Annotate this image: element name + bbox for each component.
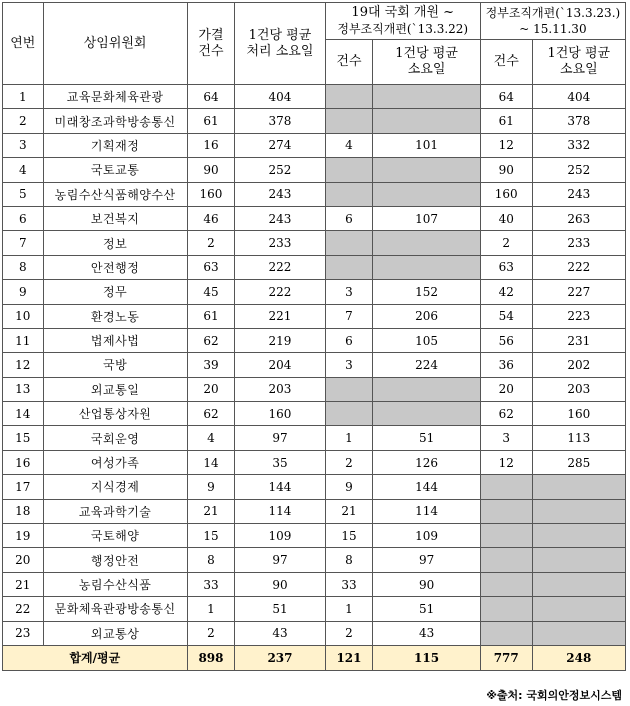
cell-p1-count: 33 [325, 572, 373, 596]
cell-p2-avg: 203 [532, 377, 625, 401]
table-row [3, 524, 626, 548]
table-row [3, 499, 626, 523]
cell-p1-count [325, 182, 373, 206]
cell-avg: 243 [235, 182, 325, 206]
total-row [3, 645, 626, 670]
cell-p1-avg [373, 182, 481, 206]
cell-p1-avg: 101 [373, 133, 481, 157]
table-row [3, 280, 626, 304]
cell-avg: 43 [235, 621, 325, 645]
header-bills-line1: 가결 [198, 27, 224, 43]
cell-p1-avg: 90 [373, 572, 481, 596]
cell-p2-avg [532, 475, 625, 499]
cell-p2-count: 3 [480, 426, 532, 450]
cell-count: 2 [187, 231, 235, 255]
cell-count: 90 [187, 158, 235, 182]
table-row [3, 548, 626, 572]
cell-no: 16 [3, 450, 44, 474]
cell-p2-count [480, 621, 532, 645]
committee-bill-table [2, 2, 626, 671]
header-period1-avg [373, 40, 481, 85]
cell-count: 1 [187, 597, 235, 621]
cell-avg: 404 [235, 85, 325, 109]
cell-p2-count: 63 [480, 255, 532, 279]
total-count: 898 [187, 645, 235, 670]
cell-p2-avg: 263 [532, 206, 625, 230]
cell-no: 10 [3, 304, 44, 328]
header-committee: 상임위원회 [43, 3, 187, 85]
cell-avg: 221 [235, 304, 325, 328]
cell-committee: 교육과학기술 [43, 499, 187, 523]
cell-no: 15 [3, 426, 44, 450]
cell-committee: 국방 [43, 353, 187, 377]
cell-no: 13 [3, 377, 44, 401]
cell-avg: 219 [235, 328, 325, 352]
cell-no: 3 [3, 133, 44, 157]
cell-p1-avg: 105 [373, 328, 481, 352]
header-period1-line1: 19대 국회 개원 ~ [351, 5, 455, 20]
header-period2-line1: 정부조직개편(`13.3.23.) [485, 6, 621, 20]
cell-avg: 109 [235, 524, 325, 548]
cell-count: 160 [187, 182, 235, 206]
cell-no: 23 [3, 621, 44, 645]
cell-no: 21 [3, 572, 44, 596]
cell-p2-avg [532, 524, 625, 548]
cell-p1-avg [373, 85, 481, 109]
cell-p2-count [480, 475, 532, 499]
cell-p1-avg: 43 [373, 621, 481, 645]
header-period2 [480, 3, 625, 40]
table-row [3, 450, 626, 474]
cell-p1-avg: 51 [373, 426, 481, 450]
cell-count: 46 [187, 206, 235, 230]
header-period2-count: 건수 [480, 40, 532, 85]
cell-p1-count [325, 255, 373, 279]
cell-no: 22 [3, 597, 44, 621]
header-avg-line1: 1건당 평균 [248, 27, 312, 43]
cell-p2-avg [532, 621, 625, 645]
table-row [3, 475, 626, 499]
cell-count: 8 [187, 548, 235, 572]
cell-p1-count: 3 [325, 280, 373, 304]
cell-p1-count: 15 [325, 524, 373, 548]
cell-p2-count: 62 [480, 402, 532, 426]
table-row [3, 304, 626, 328]
cell-p2-avg: 231 [532, 328, 625, 352]
cell-avg: 97 [235, 548, 325, 572]
cell-no: 12 [3, 353, 44, 377]
table-row [3, 377, 626, 401]
cell-count: 62 [187, 328, 235, 352]
cell-p1-count: 6 [325, 328, 373, 352]
cell-p1-avg: 144 [373, 475, 481, 499]
cell-p2-count: 61 [480, 109, 532, 133]
cell-count: 14 [187, 450, 235, 474]
table-row [3, 621, 626, 645]
cell-no: 14 [3, 402, 44, 426]
cell-p1-avg: 51 [373, 597, 481, 621]
cell-p2-avg: 223 [532, 304, 625, 328]
table-row [3, 85, 626, 109]
total-p1-avg: 115 [373, 645, 481, 670]
cell-p2-count: 90 [480, 158, 532, 182]
cell-no: 9 [3, 280, 44, 304]
cell-p2-avg: 285 [532, 450, 625, 474]
cell-count: 21 [187, 499, 235, 523]
table-row [3, 353, 626, 377]
cell-p2-avg: 113 [532, 426, 625, 450]
cell-count: 4 [187, 426, 235, 450]
cell-committee: 외교통일 [43, 377, 187, 401]
cell-p1-count [325, 231, 373, 255]
cell-count: 61 [187, 109, 235, 133]
header-no: 연번 [3, 3, 44, 85]
cell-p1-avg: 224 [373, 353, 481, 377]
cell-p1-count: 1 [325, 597, 373, 621]
cell-avg: 90 [235, 572, 325, 596]
table-row [3, 597, 626, 621]
cell-avg: 204 [235, 353, 325, 377]
cell-avg: 274 [235, 133, 325, 157]
cell-committee: 농림수산식품 [43, 572, 187, 596]
cell-committee: 정보 [43, 231, 187, 255]
cell-committee: 기획재정 [43, 133, 187, 157]
total-avg: 237 [235, 645, 325, 670]
source-note: ※출처: 국회의안정보시스템 [486, 689, 622, 702]
cell-avg: 114 [235, 499, 325, 523]
cell-p1-avg [373, 158, 481, 182]
cell-no: 2 [3, 109, 44, 133]
cell-p2-count: 42 [480, 280, 532, 304]
cell-p1-count: 3 [325, 353, 373, 377]
cell-p2-count: 54 [480, 304, 532, 328]
cell-avg: 378 [235, 109, 325, 133]
cell-no: 17 [3, 475, 44, 499]
cell-committee: 외교통상 [43, 621, 187, 645]
cell-p2-avg: 332 [532, 133, 625, 157]
header-bills [187, 3, 235, 85]
cell-p1-count: 21 [325, 499, 373, 523]
cell-p2-avg: 222 [532, 255, 625, 279]
cell-no: 11 [3, 328, 44, 352]
cell-committee: 여성가족 [43, 450, 187, 474]
table-row [3, 182, 626, 206]
cell-p1-avg: 152 [373, 280, 481, 304]
cell-p1-avg [373, 377, 481, 401]
cell-p2-count: 64 [480, 85, 532, 109]
cell-p2-count: 12 [480, 450, 532, 474]
cell-avg: 97 [235, 426, 325, 450]
header-period2-line2: ~ 15.11.30 [519, 22, 587, 36]
cell-avg: 222 [235, 255, 325, 279]
header-period1-line2: 정부조직개편(`13.3.22) [337, 22, 469, 36]
cell-p2-count [480, 597, 532, 621]
header-bills-line2: 건수 [198, 43, 224, 59]
total-p2-avg: 248 [532, 645, 625, 670]
cell-committee: 환경노동 [43, 304, 187, 328]
cell-p2-count [480, 499, 532, 523]
cell-p2-avg [532, 548, 625, 572]
cell-committee: 국회운영 [43, 426, 187, 450]
cell-avg: 203 [235, 377, 325, 401]
cell-no: 4 [3, 158, 44, 182]
cell-count: 39 [187, 353, 235, 377]
cell-p1-avg: 206 [373, 304, 481, 328]
cell-avg: 243 [235, 206, 325, 230]
total-p2-count: 777 [480, 645, 532, 670]
cell-no: 20 [3, 548, 44, 572]
cell-committee: 문화체육관광방송통신 [43, 597, 187, 621]
header-period2-avg [532, 40, 625, 85]
cell-p2-count: 36 [480, 353, 532, 377]
cell-p2-count: 20 [480, 377, 532, 401]
cell-committee: 정무 [43, 280, 187, 304]
table-row [3, 572, 626, 596]
cell-count: 61 [187, 304, 235, 328]
cell-p1-avg [373, 231, 481, 255]
cell-p2-avg: 160 [532, 402, 625, 426]
cell-p1-count: 2 [325, 621, 373, 645]
cell-count: 64 [187, 85, 235, 109]
cell-committee: 법제사법 [43, 328, 187, 352]
cell-p1-avg: 107 [373, 206, 481, 230]
table-row [3, 402, 626, 426]
cell-p2-count [480, 524, 532, 548]
header-period1-avg-line2: 소요일 [407, 62, 446, 77]
cell-p2-avg [532, 572, 625, 596]
cell-p1-count [325, 85, 373, 109]
cell-committee: 안전행정 [43, 255, 187, 279]
cell-count: 9 [187, 475, 235, 499]
cell-no: 18 [3, 499, 44, 523]
cell-count: 16 [187, 133, 235, 157]
table-header [3, 3, 626, 85]
cell-p1-count [325, 109, 373, 133]
cell-p2-avg [532, 499, 625, 523]
cell-no: 19 [3, 524, 44, 548]
cell-p1-count: 2 [325, 450, 373, 474]
cell-p2-count: 160 [480, 182, 532, 206]
table-row [3, 206, 626, 230]
cell-p2-avg: 233 [532, 231, 625, 255]
table-row [3, 158, 626, 182]
table-row [3, 109, 626, 133]
cell-p2-avg: 227 [532, 280, 625, 304]
cell-committee: 국토교통 [43, 158, 187, 182]
cell-committee: 교육문화체육관광 [43, 85, 187, 109]
cell-p1-count: 7 [325, 304, 373, 328]
cell-no: 5 [3, 182, 44, 206]
cell-p1-avg: 114 [373, 499, 481, 523]
cell-no: 8 [3, 255, 44, 279]
cell-committee: 행정안전 [43, 548, 187, 572]
cell-avg: 144 [235, 475, 325, 499]
header-period2-avg-line2: 소요일 [559, 62, 598, 77]
cell-p2-count [480, 548, 532, 572]
cell-p2-avg: 378 [532, 109, 625, 133]
cell-p1-avg: 97 [373, 548, 481, 572]
cell-p1-count [325, 377, 373, 401]
table-row [3, 426, 626, 450]
cell-p1-avg: 126 [373, 450, 481, 474]
cell-p2-count: 40 [480, 206, 532, 230]
header-period2-avg-line1: 1건당 평균 [547, 46, 611, 61]
cell-p1-count: 8 [325, 548, 373, 572]
cell-committee: 보건복지 [43, 206, 187, 230]
cell-p2-avg: 404 [532, 85, 625, 109]
cell-p2-count [480, 572, 532, 596]
table-row [3, 133, 626, 157]
cell-count: 62 [187, 402, 235, 426]
cell-no: 7 [3, 231, 44, 255]
cell-p2-avg [532, 597, 625, 621]
cell-avg: 233 [235, 231, 325, 255]
cell-p2-avg: 202 [532, 353, 625, 377]
cell-count: 20 [187, 377, 235, 401]
cell-p1-count: 4 [325, 133, 373, 157]
cell-no: 6 [3, 206, 44, 230]
cell-p2-count: 12 [480, 133, 532, 157]
cell-count: 33 [187, 572, 235, 596]
cell-committee: 미래창조과학방송통신 [43, 109, 187, 133]
cell-avg: 160 [235, 402, 325, 426]
cell-p1-avg [373, 402, 481, 426]
cell-committee: 국토해양 [43, 524, 187, 548]
cell-p2-avg: 252 [532, 158, 625, 182]
cell-committee: 지식경제 [43, 475, 187, 499]
header-avg-line2: 처리 소요일 [246, 43, 314, 59]
cell-p1-avg [373, 255, 481, 279]
total-p1-count: 121 [325, 645, 373, 670]
cell-avg: 222 [235, 280, 325, 304]
table-row [3, 231, 626, 255]
cell-count: 2 [187, 621, 235, 645]
cell-avg: 252 [235, 158, 325, 182]
cell-p1-count: 1 [325, 426, 373, 450]
header-period1-avg-line1: 1건당 평균 [395, 46, 458, 61]
header-period1-count: 건수 [325, 40, 373, 85]
cell-avg: 35 [235, 450, 325, 474]
cell-p1-count [325, 402, 373, 426]
header-avg-days [235, 3, 325, 85]
cell-p1-count: 6 [325, 206, 373, 230]
cell-p2-count: 56 [480, 328, 532, 352]
cell-p1-avg [373, 109, 481, 133]
cell-count: 15 [187, 524, 235, 548]
table-row [3, 328, 626, 352]
cell-count: 45 [187, 280, 235, 304]
cell-p1-count: 9 [325, 475, 373, 499]
total-label: 합계/평균 [3, 645, 188, 670]
cell-count: 63 [187, 255, 235, 279]
cell-committee: 산업통상자원 [43, 402, 187, 426]
cell-avg: 51 [235, 597, 325, 621]
cell-committee: 농림수산식품해양수산 [43, 182, 187, 206]
cell-no: 1 [3, 85, 44, 109]
table-body [3, 85, 626, 646]
header-period1 [325, 3, 480, 40]
table-row [3, 255, 626, 279]
cell-p1-avg: 109 [373, 524, 481, 548]
cell-p1-count [325, 158, 373, 182]
cell-p2-count: 2 [480, 231, 532, 255]
cell-p2-avg: 243 [532, 182, 625, 206]
